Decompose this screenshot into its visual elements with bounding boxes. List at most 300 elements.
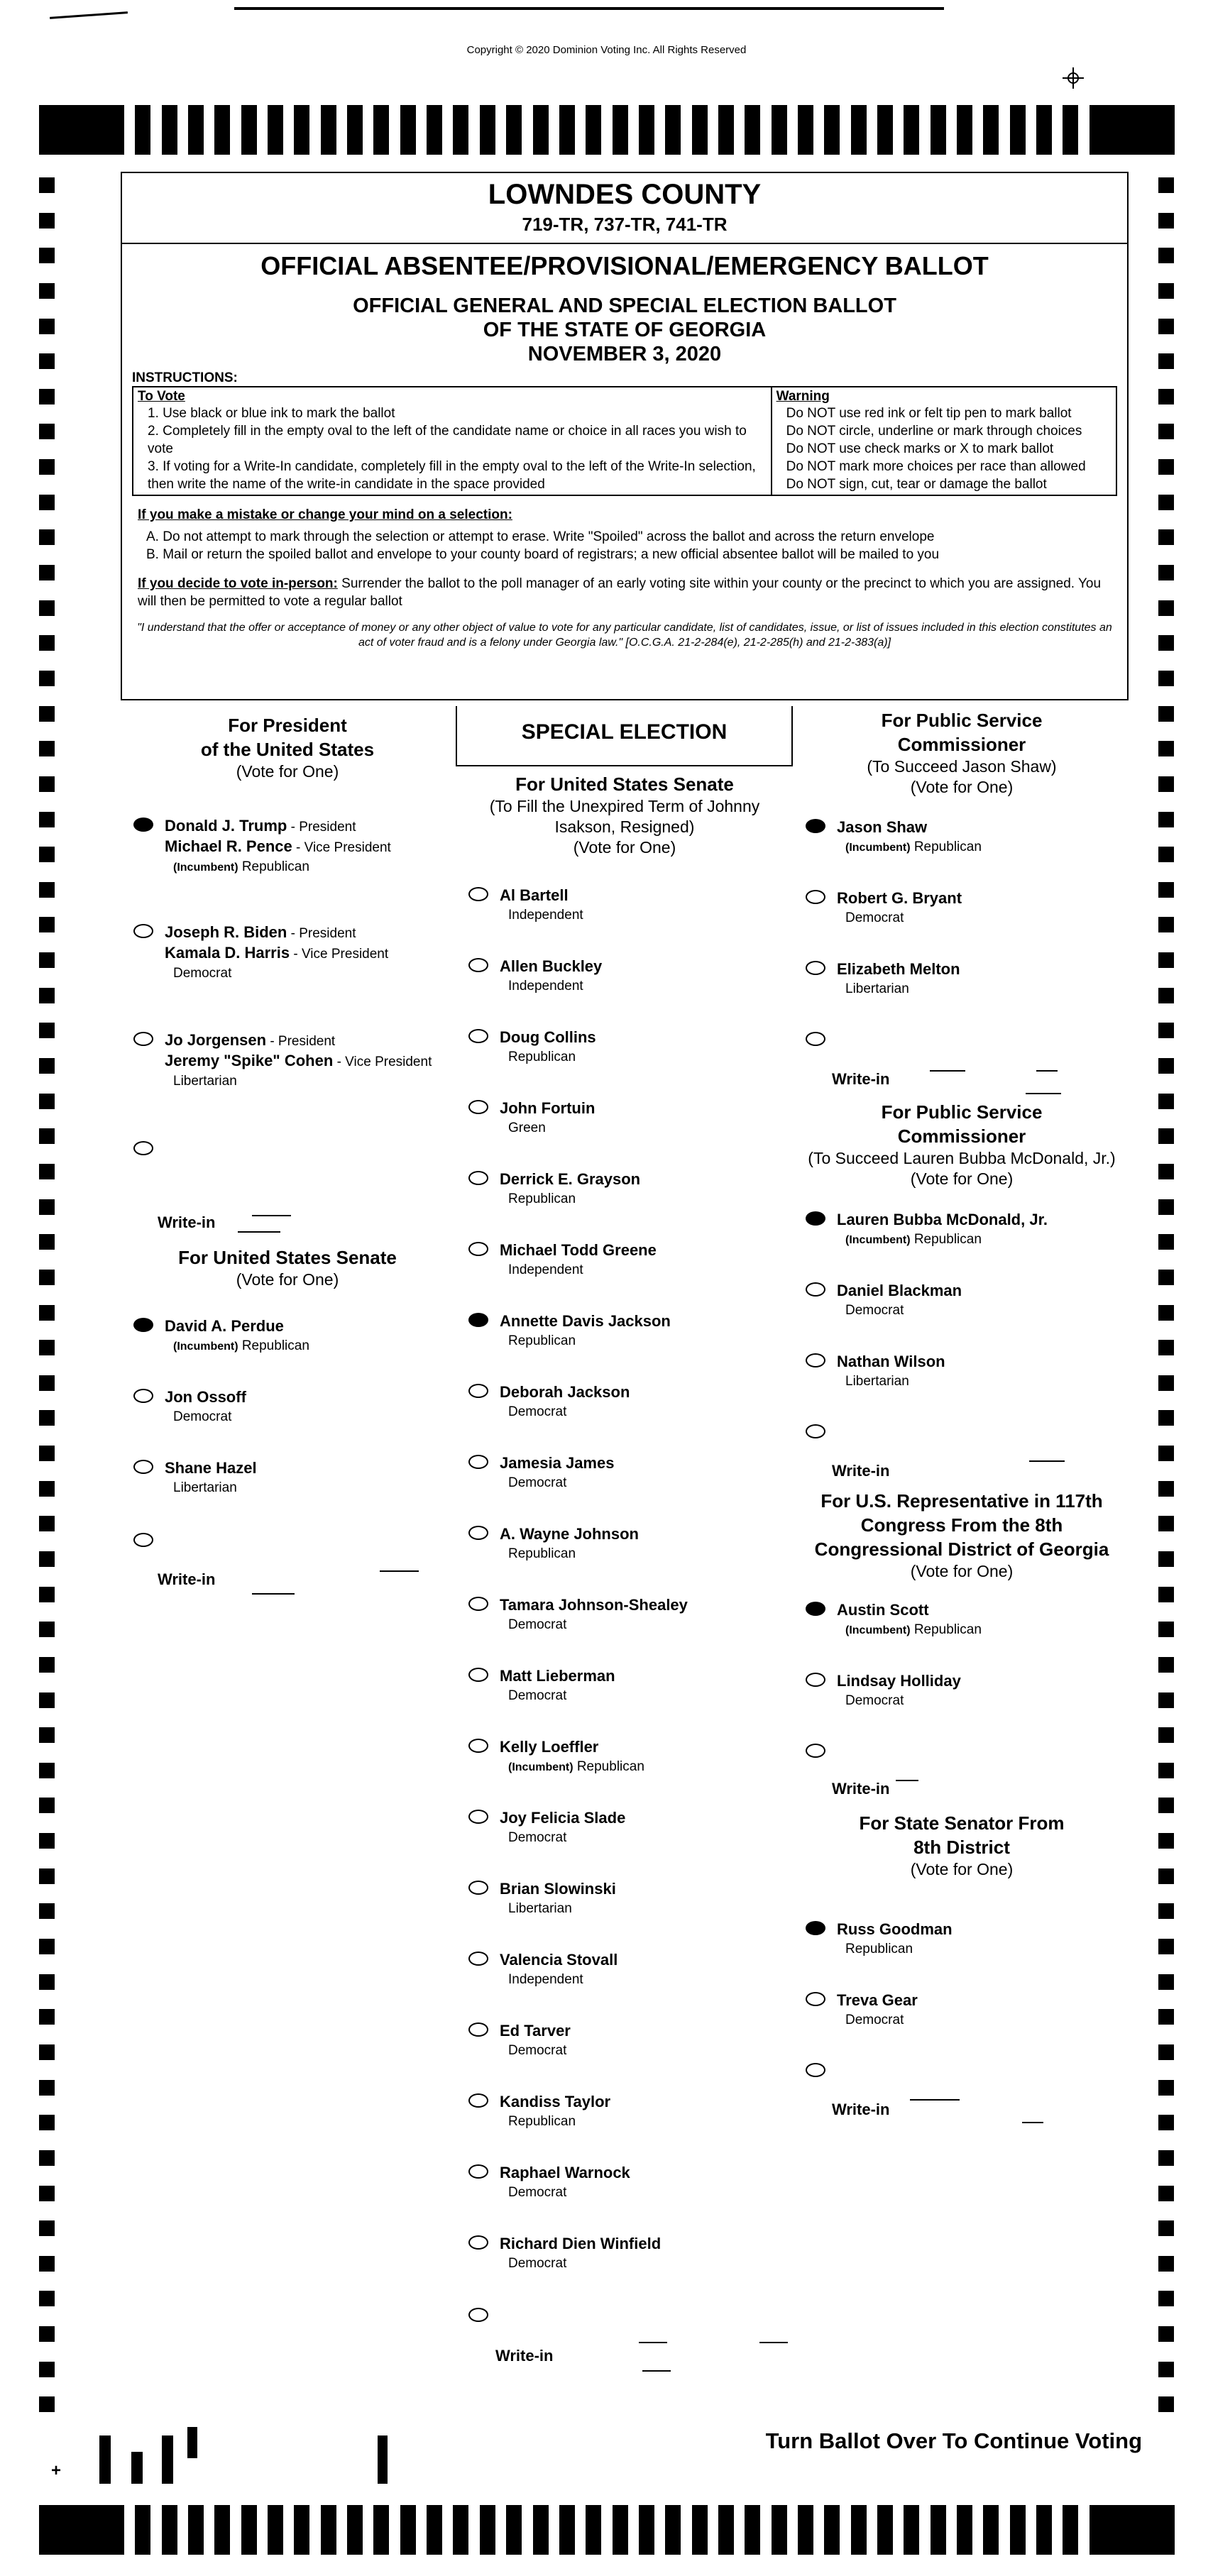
candidate-special-senate[interactable] (468, 1595, 788, 1652)
timing-mark (506, 105, 522, 155)
timing-mark (877, 2505, 893, 2555)
side-timing-mark (39, 1094, 55, 1109)
side-timing-mark (39, 1551, 55, 1567)
candidate-biden[interactable] (133, 923, 467, 979)
candidate-special-senate[interactable] (468, 1950, 788, 2007)
side-timing-mark (1158, 319, 1174, 334)
write-in-line[interactable] (252, 1593, 295, 1595)
contest-state-senator-header (795, 1811, 1129, 1880)
side-timing-mark (39, 213, 55, 229)
vote-oval[interactable] (468, 1171, 488, 1185)
vote-oval[interactable] (468, 2235, 488, 2250)
side-timing-mark (39, 1974, 55, 1990)
vote-oval[interactable] (806, 1424, 825, 1438)
candidate-special-senate[interactable] (468, 2163, 788, 2220)
turn-ballot-over-text: Turn Ballot Over To Continue Voting (765, 2428, 1142, 2453)
side-timing-mark (39, 1199, 55, 1215)
side-timing-mark (1158, 1939, 1174, 1954)
county-block (122, 173, 1127, 244)
candidate-party: Republican (508, 1546, 576, 1561)
warning-5: Do NOT sign, cut, tear or damage the ballot (786, 477, 1047, 492)
candidate-shaw[interactable] (806, 818, 1125, 874)
vote-oval[interactable] (133, 1032, 153, 1046)
candidate-name: John Fortuin (500, 1099, 595, 1117)
timing-mark (613, 105, 628, 155)
candidate-name: Richard Dien Winfield (500, 2235, 662, 2252)
vote-oval[interactable] (468, 1810, 488, 1824)
contest-senate-header (117, 1245, 458, 1290)
running-mate-name: Kamala D. Harris - Vice President (165, 944, 389, 962)
side-timing-mark (1158, 1270, 1174, 1285)
candidate-name: Ed Tarver (500, 2022, 571, 2040)
candidate-party: Republican (508, 1333, 576, 1348)
side-timing-mark (39, 917, 55, 932)
side-timing-mark (1158, 2044, 1174, 2060)
to-vote-column (133, 387, 772, 495)
candidate-name: Elizabeth Melton (837, 960, 960, 978)
running-mate-name: Michael R. Pence - Vice President (165, 837, 391, 855)
vote-oval[interactable] (806, 1744, 825, 1758)
candidate-gear[interactable] (806, 1991, 1125, 2047)
candidate-party: Republican (508, 2114, 576, 2129)
side-timing-mark (1158, 2396, 1174, 2412)
side-timing-mark (39, 2009, 55, 2025)
contest-title: For United States Senate (178, 1247, 397, 1268)
candidate-goodman[interactable] (806, 1920, 1125, 1976)
candidate-party: Libertarian (173, 1480, 237, 1495)
candidate-party: Democrat (508, 2256, 567, 2271)
timing-mark (586, 105, 601, 155)
candidate-name: Joy Felicia Slade (500, 1809, 626, 1827)
candidate-jorgensen[interactable] (133, 1030, 467, 1087)
side-timing-mark (39, 2362, 55, 2377)
candidate-name: Valencia Stovall (500, 1951, 618, 1969)
side-timing-mark (1158, 1587, 1174, 1602)
candidate-holliday[interactable] (806, 1671, 1125, 1728)
vote-oval[interactable] (468, 1100, 488, 1114)
to-vote-step-2: 2. Completely fill in the empty oval to the left of the candidate name or choice in all races you wish to vote (148, 424, 747, 456)
special-election-box (456, 706, 793, 766)
vote-oval[interactable] (468, 1668, 488, 1682)
vote-oval[interactable] (468, 1739, 488, 1753)
mistake-step-a: A. Do not attempt to mark through the selection or attempt to erase. Write "Spoiled" across the ballot and across the return envelope (146, 529, 935, 544)
write-in-line[interactable] (1036, 1070, 1058, 1072)
side-timing-mark (1158, 1128, 1174, 1144)
timing-mark (241, 105, 257, 155)
vote-oval[interactable] (468, 1952, 488, 1966)
vote-oval[interactable] (468, 2093, 488, 2108)
timing-mark (533, 2505, 549, 2555)
mistake-section (138, 506, 1113, 610)
contest-president-header (117, 713, 458, 782)
side-timing-mark (39, 1798, 55, 1813)
candidate-special-senate[interactable] (468, 1099, 788, 1155)
timing-mark (347, 105, 363, 155)
candidate-party: (Incumbent) Republican (173, 1338, 309, 1353)
side-timing-mark (1158, 952, 1174, 968)
candidate-name: Raphael Warnock (500, 2164, 630, 2181)
timing-mark (692, 105, 708, 155)
instructions-box (132, 386, 1117, 496)
side-timing-mark (39, 1164, 55, 1179)
election-line-2: OF THE STATE OF GEORGIA (483, 319, 767, 341)
side-timing-mark (39, 2220, 55, 2236)
timing-mark (718, 105, 734, 155)
write-in-line[interactable] (759, 2342, 788, 2343)
barcode-mark (131, 2452, 143, 2484)
top-timing-marks (39, 105, 1175, 155)
vote-oval[interactable] (806, 2063, 825, 2077)
timing-mark (321, 105, 336, 155)
candidate-name: Matt Lieberman (500, 1667, 615, 1685)
write-in-line[interactable] (1022, 2122, 1043, 2123)
contest-title-line-1: For Public Service (881, 1101, 1043, 1123)
side-timing-mark (39, 1305, 55, 1321)
write-in-line[interactable] (930, 1070, 965, 1072)
side-timing-mark (1158, 1551, 1174, 1567)
candidate-party: Independent (508, 908, 583, 923)
candidate-party: Democrat (508, 1688, 567, 1703)
candidate-special-senate[interactable] (468, 1028, 788, 1084)
candidate-name: Jamesia James (500, 1454, 615, 1472)
timing-mark (373, 105, 389, 155)
candidate-party: Democrat (845, 1693, 904, 1708)
side-timing-mark (39, 353, 55, 369)
candidate-name: Allen Buckley (500, 957, 603, 975)
candidate-perdue[interactable] (133, 1316, 453, 1373)
bottom-timing-marks (39, 2505, 1175, 2555)
timing-mark (214, 105, 230, 155)
warning-3: Do NOT use check marks or X to mark ballot (786, 441, 1054, 456)
timing-mark (904, 2505, 919, 2555)
vote-oval[interactable] (468, 1029, 488, 1043)
side-timing-mark (39, 706, 55, 722)
vote-oval[interactable] (133, 818, 153, 832)
candidate-special-senate[interactable] (468, 1666, 788, 1723)
candidate-name: Lindsay Holliday (837, 1672, 961, 1690)
side-timing-mark (1158, 2009, 1174, 2025)
candidate-party: Democrat (508, 2043, 567, 2058)
candidate-melton[interactable] (806, 959, 1125, 1016)
plus-mark-icon: + (51, 2461, 62, 2480)
vote-oval[interactable] (806, 1921, 825, 1935)
vote-oval[interactable] (806, 1282, 825, 1297)
side-timing-mark (39, 1446, 55, 1461)
candidate-special-senate[interactable] (468, 2092, 788, 2149)
vote-oval[interactable] (133, 1389, 153, 1403)
vote-oval[interactable] (806, 1673, 825, 1687)
side-timing-mark (1158, 1833, 1174, 1849)
timing-mark (798, 2505, 813, 2555)
candidate-special-senate[interactable] (468, 1737, 788, 1794)
write-in-label: Write-in (832, 1462, 890, 1480)
write-in-line[interactable] (252, 1215, 291, 1216)
candidate-blackman[interactable] (806, 1281, 1125, 1338)
write-in-line[interactable] (1029, 1460, 1065, 1462)
vote-oval[interactable] (133, 1533, 153, 1547)
side-timing-mark (39, 177, 55, 193)
side-timing-mark (39, 495, 55, 510)
vote-oval[interactable] (468, 2022, 488, 2037)
candidate-party: Democrat (508, 1404, 567, 1419)
timing-mark (983, 2505, 999, 2555)
side-timing-mark (39, 424, 55, 439)
timing-mark (824, 2505, 840, 2555)
write-in-line[interactable] (642, 2370, 671, 2372)
vote-oval[interactable] (806, 819, 825, 833)
timing-mark (586, 2505, 601, 2555)
timing-mark (453, 105, 468, 155)
warning-column (772, 387, 1116, 495)
vote-oval[interactable] (806, 1032, 825, 1046)
timing-mark (241, 2505, 257, 2555)
candidate-name: Treva Gear (837, 1991, 918, 2009)
vote-oval[interactable] (133, 1141, 153, 1155)
election-date: NOVEMBER 3, 2020 (527, 343, 722, 365)
candidate-party: (Incumbent) Republican (173, 859, 309, 874)
vote-oval[interactable] (133, 1460, 153, 1474)
contest-subtitle: (To Succeed Lauren Bubba McDonald, Jr.) (808, 1149, 1116, 1167)
side-timing-mark (1158, 1305, 1174, 1321)
candidate-hazel[interactable] (133, 1458, 453, 1515)
candidate-name: Deborah Jackson (500, 1383, 630, 1401)
side-timing-mark (39, 565, 55, 580)
candidate-special-senate[interactable] (468, 1311, 788, 1368)
candidate-name: Tamara Johnson-Shealey (500, 1596, 688, 1614)
candidate-name: Kelly Loeffler (500, 1738, 599, 1756)
timing-mark (1063, 2505, 1078, 2555)
timing-mark (294, 105, 309, 155)
vote-oval[interactable] (806, 1211, 825, 1226)
vote-oval[interactable] (468, 1384, 488, 1398)
side-timing-mark (1158, 882, 1174, 898)
candidate-party: Democrat (845, 2013, 904, 2027)
candidate-party: Independent (508, 979, 583, 993)
write-in-president[interactable] (133, 1140, 467, 1196)
contest-title-line-1: For State Senator From (859, 1812, 1065, 1834)
candidate-name: Joseph R. Biden - President (165, 923, 356, 941)
candidate-name: Kandiss Taylor (500, 2093, 611, 2110)
timing-mark (559, 105, 575, 155)
vote-oval[interactable] (468, 2308, 488, 2322)
side-timing-mark (39, 1516, 55, 1531)
candidate-party: Democrat (508, 2185, 567, 2200)
side-timing-mark (1158, 1094, 1174, 1109)
candidate-name: Derrick E. Grayson (500, 1170, 641, 1188)
candidate-party: Democrat (508, 1475, 567, 1490)
side-timing-mark (39, 1622, 55, 1637)
candidate-special-senate[interactable] (468, 2234, 788, 2291)
write-in-line[interactable] (380, 1570, 419, 1572)
candidate-party: Democrat (508, 1617, 567, 1632)
candidate-mcdonald[interactable] (806, 1210, 1125, 1267)
candidate-name: Brian Slowinski (500, 1880, 616, 1898)
vote-oval[interactable] (468, 1881, 488, 1895)
side-timing-mark (1158, 741, 1174, 756)
side-timing-mark (1158, 1903, 1174, 1919)
side-timing-mark (1158, 2256, 1174, 2272)
side-timing-mark (1158, 2115, 1174, 2130)
side-timing-mark (1158, 1974, 1174, 1990)
copyright-text: Copyright © 2020 Dominion Voting Inc. All Rights Reserved (466, 44, 747, 56)
vote-oval[interactable] (806, 1353, 825, 1367)
side-timing-mark (1158, 1375, 1174, 1391)
timing-mark (1036, 2505, 1052, 2555)
candidate-wilson[interactable] (806, 1352, 1125, 1409)
election-title (122, 294, 1127, 366)
candidate-party: Libertarian (508, 1901, 572, 1916)
write-in-line[interactable] (639, 2342, 667, 2343)
vote-oval[interactable] (806, 1602, 825, 1616)
contest-special-senate-header (458, 772, 791, 858)
county-name: LOWNDES COUNTY (488, 179, 762, 210)
side-timing-mark (39, 1657, 55, 1673)
inperson-text: Surrender the ballot to the poll manager of an early voting site within your county or the precinct to which you are assigned. You will then be permitted to vote a regular ballot (138, 576, 1102, 609)
candidate-name: Donald J. Trump - President (165, 817, 356, 835)
timing-mark (294, 2505, 309, 2555)
vote-oval[interactable] (468, 1313, 488, 1327)
write-in-label: Write-in (495, 2347, 554, 2365)
vote-oval[interactable] (468, 2164, 488, 2179)
candidate-name: Jon Ossoff (165, 1388, 246, 1406)
side-timing-mark (1158, 776, 1174, 792)
vote-oval[interactable] (468, 1597, 488, 1611)
side-timing-mark (1158, 1481, 1174, 1497)
vote-oval[interactable] (806, 1992, 825, 2006)
side-timing-mark (1158, 565, 1174, 580)
vote-oval[interactable] (806, 890, 825, 904)
to-vote-heading: To Vote (138, 389, 185, 404)
contest-subtitle-line-2: Isakson, Resigned) (554, 818, 695, 836)
side-timing-mark (1158, 1763, 1174, 1778)
timing-mark (188, 105, 204, 155)
contest-title-line-2: of the United States (200, 739, 375, 760)
side-timing-mark (39, 529, 55, 545)
candidate-special-senate[interactable] (468, 1382, 788, 1439)
timing-mark (321, 2505, 336, 2555)
write-in-line[interactable] (910, 2099, 960, 2101)
vote-oval[interactable] (468, 958, 488, 972)
candidate-special-senate[interactable] (468, 957, 788, 1013)
write-in-line[interactable] (1026, 1093, 1061, 1094)
vote-oval[interactable] (806, 961, 825, 975)
instructions-label: INSTRUCTIONS: (132, 370, 238, 385)
special-election-label: SPECIAL ELECTION (521, 720, 728, 744)
contest-title-line-1: For Public Service (881, 710, 1043, 731)
side-timing-mark (39, 2044, 55, 2060)
side-timing-mark (39, 1903, 55, 1919)
write-in-line[interactable] (896, 1780, 918, 1781)
candidate-special-senate[interactable] (468, 1524, 788, 1581)
vote-oval[interactable] (468, 887, 488, 901)
side-timing-mark (1158, 1727, 1174, 1743)
timing-mark (1063, 105, 1078, 155)
vote-for-one: (Vote for One) (910, 1860, 1014, 1878)
candidate-party: Democrat (173, 966, 232, 981)
side-timing-mark (1158, 2150, 1174, 2166)
timing-mark (347, 2505, 363, 2555)
candidate-special-senate[interactable] (468, 1240, 788, 1297)
side-timing-mark (39, 1270, 55, 1285)
side-timing-mark (39, 1375, 55, 1391)
ballot-header (121, 172, 1129, 700)
side-timing-mark (1158, 917, 1174, 932)
inperson-heading: If you decide to vote in-person: (138, 576, 338, 591)
vote-oval[interactable] (133, 924, 153, 938)
side-timing-mark (39, 671, 55, 686)
contest-subtitle-line-1: (To Fill the Unexpired Term of Johnny (489, 797, 760, 815)
timing-mark (851, 2505, 867, 2555)
candidate-special-senate[interactable] (468, 1808, 788, 1865)
timing-mark (39, 2505, 124, 2555)
write-in-line[interactable] (238, 1231, 280, 1233)
inperson-block (138, 575, 1113, 610)
candidate-special-senate[interactable] (468, 886, 788, 942)
timing-mark (162, 105, 177, 155)
candidate-party: Democrat (173, 1409, 232, 1424)
side-timing-mark (39, 635, 55, 651)
candidate-name: Shane Hazel (165, 1459, 257, 1477)
vote-for-one: (Vote for One) (910, 1169, 1014, 1188)
warning-4: Do NOT mark more choices per race than allowed (786, 459, 1086, 474)
side-timing-mark (1158, 2326, 1174, 2342)
vote-oval[interactable] (468, 1455, 488, 1469)
vote-oval[interactable] (468, 1526, 488, 1540)
warning-2: Do NOT circle, underline or mark through choices (786, 424, 1082, 439)
to-vote-step-1: 1. Use black or blue ink to mark the ballot (148, 406, 395, 421)
contest-subtitle: (To Succeed Jason Shaw) (867, 757, 1057, 776)
side-timing-mark (1158, 1023, 1174, 1038)
running-mate-name: Jeremy "Spike" Cohen - Vice President (165, 1052, 432, 1069)
candidate-special-senate[interactable] (468, 2021, 788, 2078)
candidate-special-senate[interactable] (468, 1169, 788, 1226)
candidate-special-senate[interactable] (468, 1879, 788, 1936)
timing-mark (162, 2505, 177, 2555)
contest-psc-mcdonald-header (795, 1100, 1129, 1189)
candidate-special-senate[interactable] (468, 1453, 788, 1510)
timing-mark (745, 105, 760, 155)
timing-mark (135, 2505, 150, 2555)
timing-mark (39, 105, 124, 155)
timing-mark (1010, 2505, 1026, 2555)
timing-mark (665, 2505, 681, 2555)
side-timing-mark (1158, 424, 1174, 439)
write-in-label: Write-in (832, 1070, 890, 1088)
candidate-name: Doug Collins (500, 1028, 596, 1046)
timing-mark (188, 2505, 204, 2555)
side-timing-mark (39, 1410, 55, 1426)
vote-oval[interactable] (468, 1242, 488, 1256)
candidate-trump[interactable] (133, 816, 467, 873)
side-timing-mark (39, 2291, 55, 2306)
candidate-name: Jo Jorgensen - President (165, 1031, 336, 1049)
timing-mark (772, 105, 787, 155)
candidate-scott[interactable] (806, 1600, 1125, 1657)
candidate-ossoff[interactable] (133, 1387, 453, 1444)
side-timing-mark (39, 988, 55, 1003)
side-timing-mark (39, 319, 55, 334)
timing-mark (1089, 2505, 1175, 2555)
candidate-party: Libertarian (173, 1074, 237, 1089)
side-timing-mark (39, 1058, 55, 1074)
vote-oval[interactable] (133, 1318, 153, 1332)
candidate-bryant[interactable] (806, 888, 1125, 945)
timing-mark (798, 105, 813, 155)
timing-mark (957, 105, 972, 155)
side-timing-mark (1158, 1164, 1174, 1179)
precinct-list: 719-TR, 737-TR, 741-TR (522, 214, 728, 235)
candidate-party: Republican (508, 1050, 576, 1064)
